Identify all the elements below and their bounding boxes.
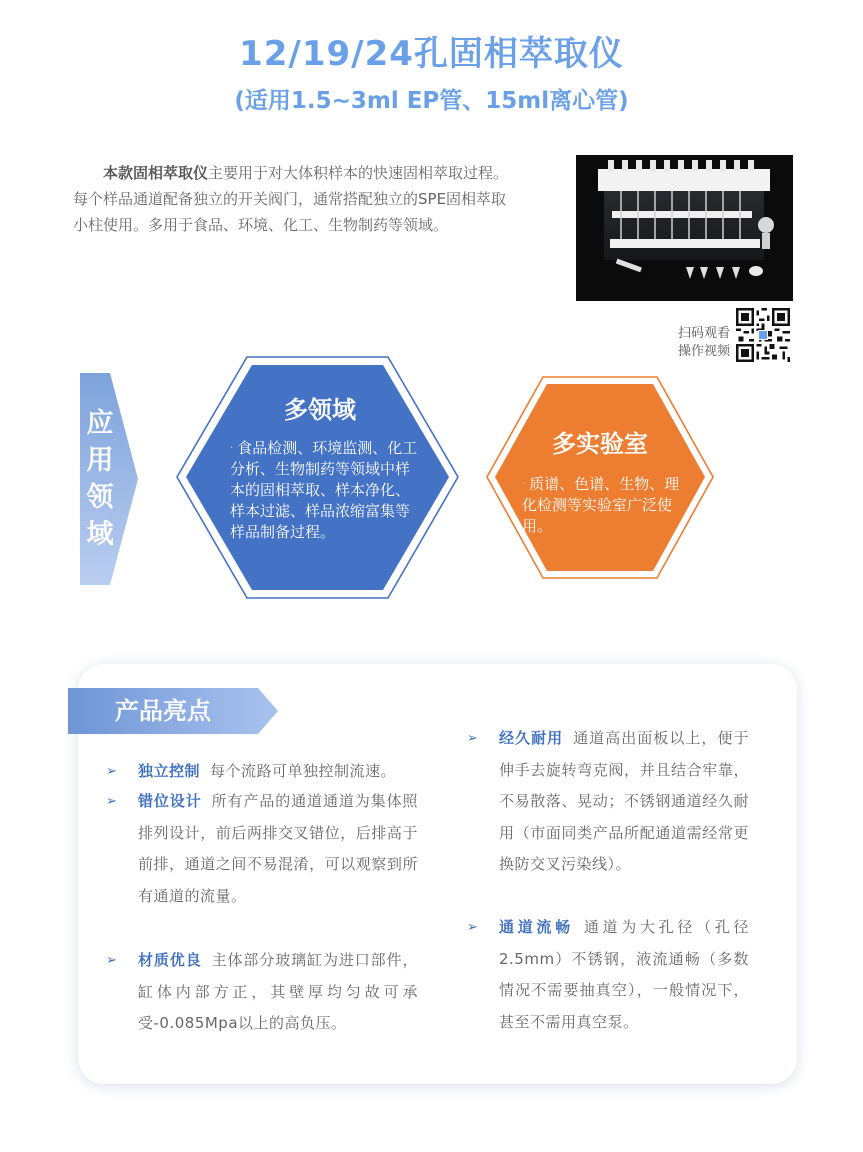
- feature-text: 所有产品的通道通道为集体照排列设计，前后两排交叉错位，后排高于前排，通道之间不易混淆，可以观察到所有通道的流量。: [138, 792, 418, 905]
- intro-text: 主要用于对大体积样本的快速固相萃取过程。每个样品通道配备独立的开关阀门，通常搭配独立的SPE固相萃取小柱使用。多用于食品、环境、化工、生物制药等领域。: [73, 164, 509, 234]
- bullet-arrow-icon: ➢: [467, 920, 479, 935]
- feature-name: 通道流畅: [499, 918, 574, 936]
- feature-name: 材质优良: [138, 951, 202, 969]
- qr-caption-line2: 操作视频: [677, 344, 730, 359]
- feature-independent-control: [106, 756, 438, 788]
- bullet-arrow-icon: ➢: [106, 764, 118, 779]
- feature-name: 错位设计: [138, 792, 202, 810]
- feature-quality-material: [106, 945, 418, 1040]
- page-title: 12/19/24孔固相萃取仪: [239, 34, 624, 74]
- application-side-label: [80, 405, 120, 553]
- product-photo: [576, 155, 793, 301]
- feature-text: 主体部分玻璃缸为进口部件，缸体内部方正，其壁厚均匀故可承受-0.085Mpa以上的高负压。: [138, 951, 418, 1032]
- qr-caption-line1: 扫码观看: [677, 326, 730, 341]
- feature-text: 通道高出面板以上，便于伸手去旋转弯克阀，并且结合牢靠，不易散落、晃动；不锈钢通道经久耐用（市面同类产品所配通道需经常更换防交叉污染线）。: [499, 729, 749, 873]
- feature-staggered-design: [106, 786, 418, 912]
- page-subtitle: (适用1.5~3ml EP管、15ml离心管): [234, 88, 629, 114]
- side-char-2: 用: [86, 445, 114, 476]
- hexagon-orange-text: 质谱、色谱、生物、理化检测等实验室广泛使用。: [522, 475, 680, 535]
- side-char-3: 领: [86, 482, 114, 513]
- qr-code[interactable]: [736, 308, 790, 362]
- feature-name: 独立控制: [138, 762, 201, 780]
- intro-paragraph: [73, 160, 518, 238]
- feature-name: 经久耐用: [499, 729, 564, 747]
- hexagon-orange-body: · 质谱、色谱、生物、理化检测等实验室广泛使用。: [522, 475, 680, 535]
- bullet-arrow-icon: ➢: [106, 953, 118, 968]
- hexagon-blue-text: 食品检测、环境监测、化工分析、生物制药等领域中样本的固相萃取、样本净化、样本过滤、样品浓缩富集等样品制备过程。: [230, 439, 418, 541]
- hexagon-blue-title: 多领域: [284, 396, 356, 424]
- bullet-arrow-icon: ➢: [106, 794, 118, 809]
- hexagon-blue-body: · 食品检测、环境监测、化工分析、生物制药等领域中样本的固相萃取、样本净化、样本过滤、样品浓缩富集等样品制备过程。: [230, 439, 418, 541]
- hexagon-orange-title: 多实验室: [552, 430, 648, 458]
- feature-text: 每个流路可单独控制流速。: [210, 762, 397, 780]
- side-char-4: 域: [86, 519, 114, 550]
- feature-durable: [467, 723, 749, 881]
- intro-bold: 本款固相萃取仪: [103, 164, 209, 182]
- feature-text: 通道为大孔径（孔径2.5mm）不锈钢，液流通畅（多数情况不需要抽真空），一般情况下，甚至不需用真空泵。: [499, 918, 749, 1031]
- bullet-arrow-icon: ➢: [467, 731, 479, 746]
- feature-smooth-flow: [467, 912, 749, 1038]
- highlights-banner-label: 产品亮点: [115, 697, 211, 725]
- qr-caption: [660, 325, 730, 361]
- side-char-1: 应: [86, 408, 114, 439]
